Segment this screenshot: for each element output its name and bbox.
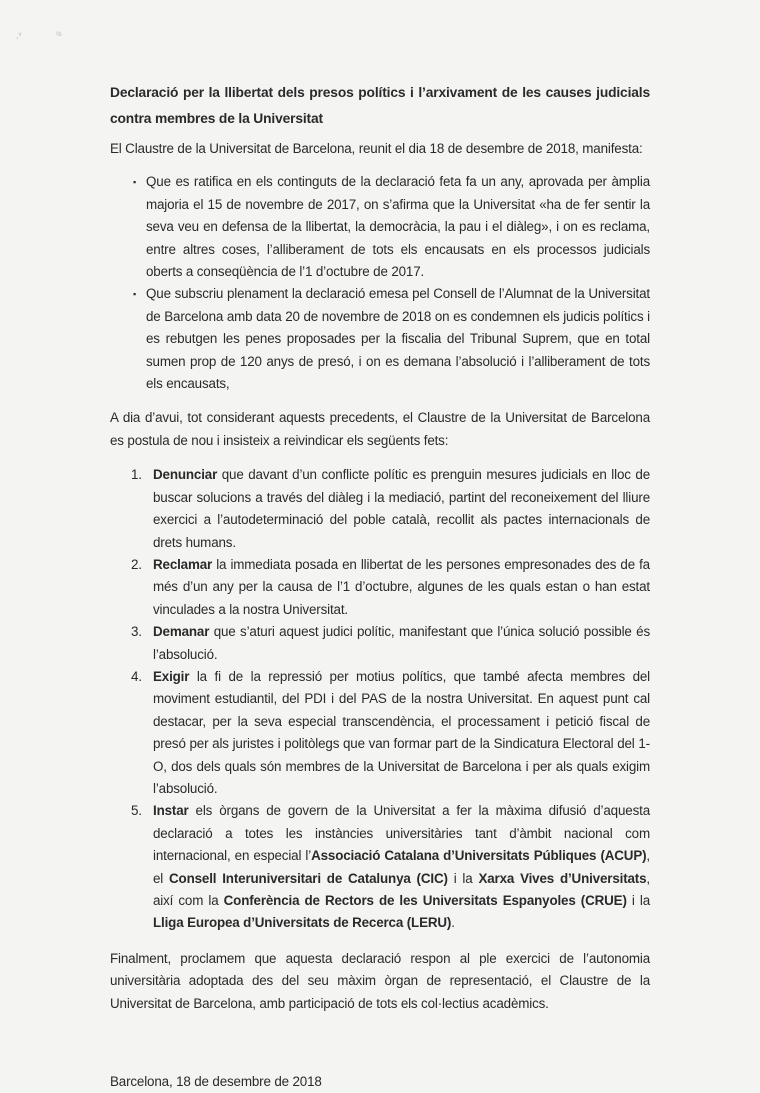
item-verb: Denunciar xyxy=(153,467,218,483)
organization-xarxa-vives: Xarxa Vives d’Universitats xyxy=(478,870,647,886)
item-text: , el xyxy=(153,848,650,886)
scan-artifact: ⁽ᵇ xyxy=(56,30,62,40)
bullet-item xyxy=(133,171,650,283)
closing-paragraph: Finalment, proclamem que aquesta declaració respon al ple exercici de l’autonomia universitària adoptada des del seu màxim òrgan de representació, el Claustre de la Universitat de Barcelona, amb participació de tots els col·lectius acadèmics. xyxy=(110,950,650,1011)
item-text: la fi de la repressió per motius polítics, que també afecta membres del moviment estudiantil, del PDI i del PAS de la nostra Universitat. En aquest punt cal destacar, per la seva especial transcendència, el processament i petició fiscal de presó per als juristes i politòlegs que van formar part de la Sindicatura Electoral del 1-O, dos dels quals són membres de la Universitat de Barcelona i per als quals exigim l’absolució. xyxy=(153,668,650,796)
numbered-item xyxy=(131,800,650,934)
item-text: els òrgans de govern de la Universitat a fer la màxima difusió d’aquesta declaració a totes les instàncies universitàries tant d’àmbit nacional com internacional, en especial l’ xyxy=(153,803,650,864)
item-text: i la xyxy=(626,893,650,908)
item-verb: Instar xyxy=(153,803,189,819)
numbered-item xyxy=(131,621,650,666)
item-text: que davant d’un conflicte polític es prenguin mesures judicials en lloc de buscar solucions a través del diàleg i la mediació, partint del reconeixement del lliure exercici a l’autodeterminació del poble català, recollit als pactes internacionals de drets humans. xyxy=(153,467,650,550)
organization-crue: Conferència de Rectors de les Universitats Espanyoles (CRUE) xyxy=(223,893,627,908)
numbered-item xyxy=(131,666,650,800)
item-number: 1. xyxy=(131,467,142,483)
item-verb: Demanar xyxy=(153,624,210,640)
bullet-marker: ▪ xyxy=(133,289,137,300)
item-text: . xyxy=(451,915,455,931)
item-verb: Reclamar xyxy=(153,556,213,572)
item-verb: Exigir xyxy=(153,668,190,684)
document-title: Declaració per la llibertat dels presos polítics i l’arxivament de les causes judicials contra membres de la Universitat xyxy=(110,85,650,126)
organization-acup: Associació Catalana d’Universitats Públiques (ACUP) xyxy=(311,848,647,864)
bullet-text: Que es ratifica en els continguts de la declaració feta fa un any, aprovada per àmplia majoria el 15 de novembre de 2017, on s’afirma que la Universitat «ha de fer sentir la seva veu en defensa de la llibertat, la democràcia, la pau i el diàleg», i on es reclama, entre altres coses, l’alliberament de tots els encausats en els processos judicials oberts a conseqüència de l’1 d’octubre de 2017. xyxy=(146,174,650,280)
bullet-marker: ▪ xyxy=(133,177,137,188)
organization-leru: Lliga Europea d’Universitats de Recerca (LERU) xyxy=(153,915,452,931)
item-text: la immediata posada en llibertat de les persones empresonades des de fa més d’un any per la causa de l’1 d’octubre, algunes de les quals estan o han estat vinculades a la nostra Universitat. xyxy=(153,556,650,617)
numbered-list xyxy=(110,464,650,935)
scan-artifact: ,ᵛ xyxy=(16,30,22,40)
item-text: que s’aturi aquest judici polític, manifestant que l’única solució possible és l’absolució. xyxy=(153,624,650,662)
item-number: 5. xyxy=(131,803,142,819)
item-number: 2. xyxy=(131,556,142,572)
signature-date: Barcelona, 18 de desembre de 2018 xyxy=(110,1074,322,1090)
organization-cic: Consell Interuniversitari de Catalunya (CIC) xyxy=(169,870,448,886)
numbered-item xyxy=(131,554,650,621)
item-text: i la xyxy=(447,870,479,886)
item-text: , així com la xyxy=(153,870,650,908)
item-number: 4. xyxy=(131,668,142,684)
precedents-paragraph: A dia d’avui, tot considerant aquests precedents, el Claustre de la Universitat de Barcelona es postula de nou i insisteix a reivindicar els següents fets: xyxy=(110,410,650,448)
bullet-list xyxy=(110,171,650,395)
intro-paragraph: El Claustre de la Universitat de Barcelona, reunit el dia 18 de desembre de 2018, manifesta: xyxy=(110,141,643,156)
bullet-item xyxy=(133,283,650,395)
document-page xyxy=(110,80,650,1093)
item-number: 3. xyxy=(131,624,142,640)
bullet-text: Que subscriu plenament la declaració emesa pel Consell de l’Alumnat de la Universitat de Barcelona amb data 20 de novembre de 2018 on es condemnen els judicis polítics i es rebutgen les penes proposades per la fiscalia del Tribunal Suprem, que en total sumen prop de 120 anys de presó, i on es demana l’absolució i l’alliberament de tots els encausats, xyxy=(146,286,650,392)
numbered-item xyxy=(131,464,650,554)
